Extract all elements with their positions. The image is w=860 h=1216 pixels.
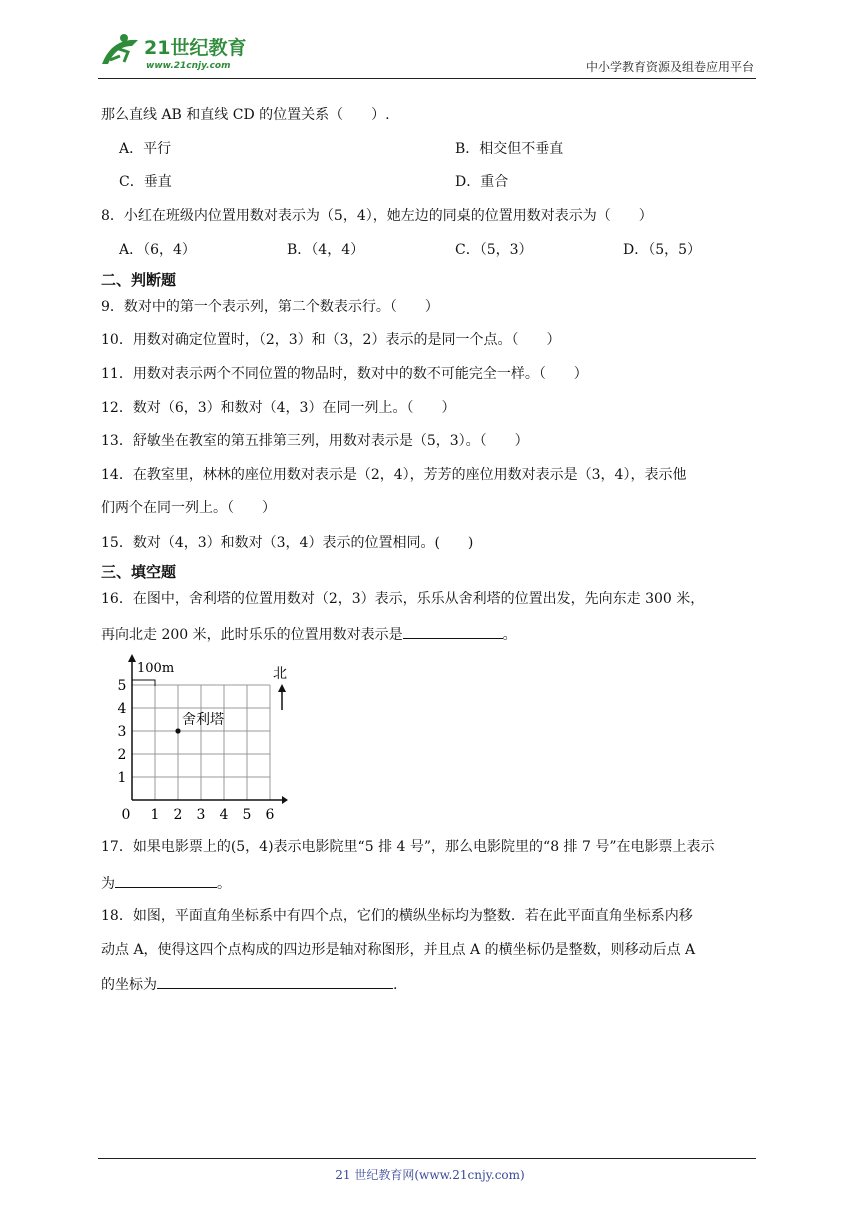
y-tick-label: 5 [117, 678, 127, 694]
q8-stem: 8．小红在班级内位置用数对表示为（5，4），她左边的同桌的位置用数对表示为（ ） [101, 208, 653, 224]
y-tick-label: 3 [117, 724, 127, 740]
q18-line3 [101, 974, 397, 994]
q17-line2 [101, 873, 231, 893]
scale-label: 100m [137, 661, 175, 676]
q17-text: 为 [101, 876, 115, 892]
x-tick-label: 2 [173, 807, 183, 823]
q16-text: 再向北走 200 米，此时乐乐的位置用数对表示是 [101, 627, 403, 643]
y-axis-arrow-icon [128, 654, 136, 662]
y-tick-label: 4 [117, 701, 127, 717]
judge-question: 13．舒敏坐在教室的第五排第三列，用数对表示是（5，3）。（ ） [101, 433, 529, 449]
judge-question: 11．用数对表示两个不同位置的物品时，数对中的数不可能完全一样。（ ） [101, 366, 588, 382]
q7-option-b: B．相交但不垂直 [455, 141, 564, 157]
q16-end: 。 [502, 627, 517, 643]
page-header [98, 28, 756, 79]
answer-blank[interactable] [115, 873, 217, 888]
q8-option-c: C．（5，3） [455, 242, 533, 258]
q18-end: . [393, 977, 398, 993]
x-axis-arrow-icon [282, 796, 288, 804]
footer-divider [98, 1158, 756, 1159]
y-tick-label: 1 [117, 770, 127, 786]
x-tick-label: 5 [242, 807, 252, 823]
q17-line1: 17．如果电影票上的(5，4)表示电影院里“5 排 4 号”，那么电影院里的“8 排 7 号”在电影票上表示 [101, 839, 715, 855]
coordinate-grid-figure [112, 652, 297, 824]
q7-option-d: D．重合 [455, 174, 509, 190]
q8-option-b: B．（4，4） [287, 242, 365, 258]
answer-blank[interactable] [157, 974, 393, 989]
x-tick-label: 1 [150, 807, 160, 823]
x-tick-label: 0 [121, 807, 131, 823]
answer-blank[interactable] [403, 624, 503, 639]
north-label: 北 [273, 666, 287, 682]
judge-question: 10．用数对确定位置时，（2，3）和（3，2）表示的是同一个点。（ ） [101, 332, 561, 348]
y-tick-label: 2 [117, 747, 127, 763]
q16-line1: 16．在图中，舍利塔的位置用数对（2，3）表示，乐乐从舍利塔的位置出发，先向东走 300 米， [101, 591, 705, 607]
q16-line2 [101, 624, 517, 644]
logo-icon [98, 30, 268, 74]
north-arrow-icon [278, 684, 286, 692]
pagoda-label: 舍利塔 [182, 712, 224, 728]
q7-option-a: A．平行 [119, 141, 172, 157]
pagoda-point [175, 728, 180, 733]
section-title-fill: 三、填空题 [101, 563, 177, 581]
judge-question: 14．在教室里，林林的座位用数对表示是（2，4），芳芳的座位用数对表示是（3，4），表示他 [101, 467, 687, 483]
logo-text: 21世纪教育 [144, 37, 247, 59]
footer-text: 21 世纪教育网(www.21cnjy.com) [335, 1168, 525, 1182]
x-tick-label: 3 [196, 807, 206, 823]
header-platform-text: 中小学教育资源及组卷应用平台 [585, 60, 754, 74]
x-tick-label: 6 [265, 807, 275, 823]
q7-tail: 那么直线 AB 和直线 CD 的位置关系（ ）. [101, 107, 390, 123]
q18-line2: 动点 A，使得这四个点构成的四边形是轴对称图形，并且点 A 的横坐标仍是整数，则移动后点 A [101, 942, 696, 958]
q18-text: 的坐标为 [101, 977, 157, 993]
x-tick-label: 4 [219, 807, 229, 823]
q8-option-a: A．（6，4） [119, 242, 196, 258]
q18-line1: 18．如图，平面直角坐标系中有四个点，它们的横纵坐标均为整数．若在此平面直角坐标系内移 [101, 908, 693, 924]
q8-option-d: D．（5，5） [623, 242, 702, 258]
judge-question: 9．数对中的第一个表示列，第二个数表示行。（ ） [101, 299, 439, 315]
judge-question: 12．数对（6，3）和数对（4，3）在同一列上。（ ） [101, 400, 456, 416]
judge-question-cont: 们两个在同一列上。（ ） [101, 500, 276, 516]
logo-url: www.21cnjy.com [146, 61, 231, 71]
q7-option-c: C．垂直 [119, 174, 172, 190]
q17-end: 。 [217, 876, 231, 892]
judge-question: 15．数对（4，3）和数对（3，4）表示的位置相同。( ) [101, 535, 474, 551]
section-title-judge: 二、判断题 [101, 271, 177, 289]
